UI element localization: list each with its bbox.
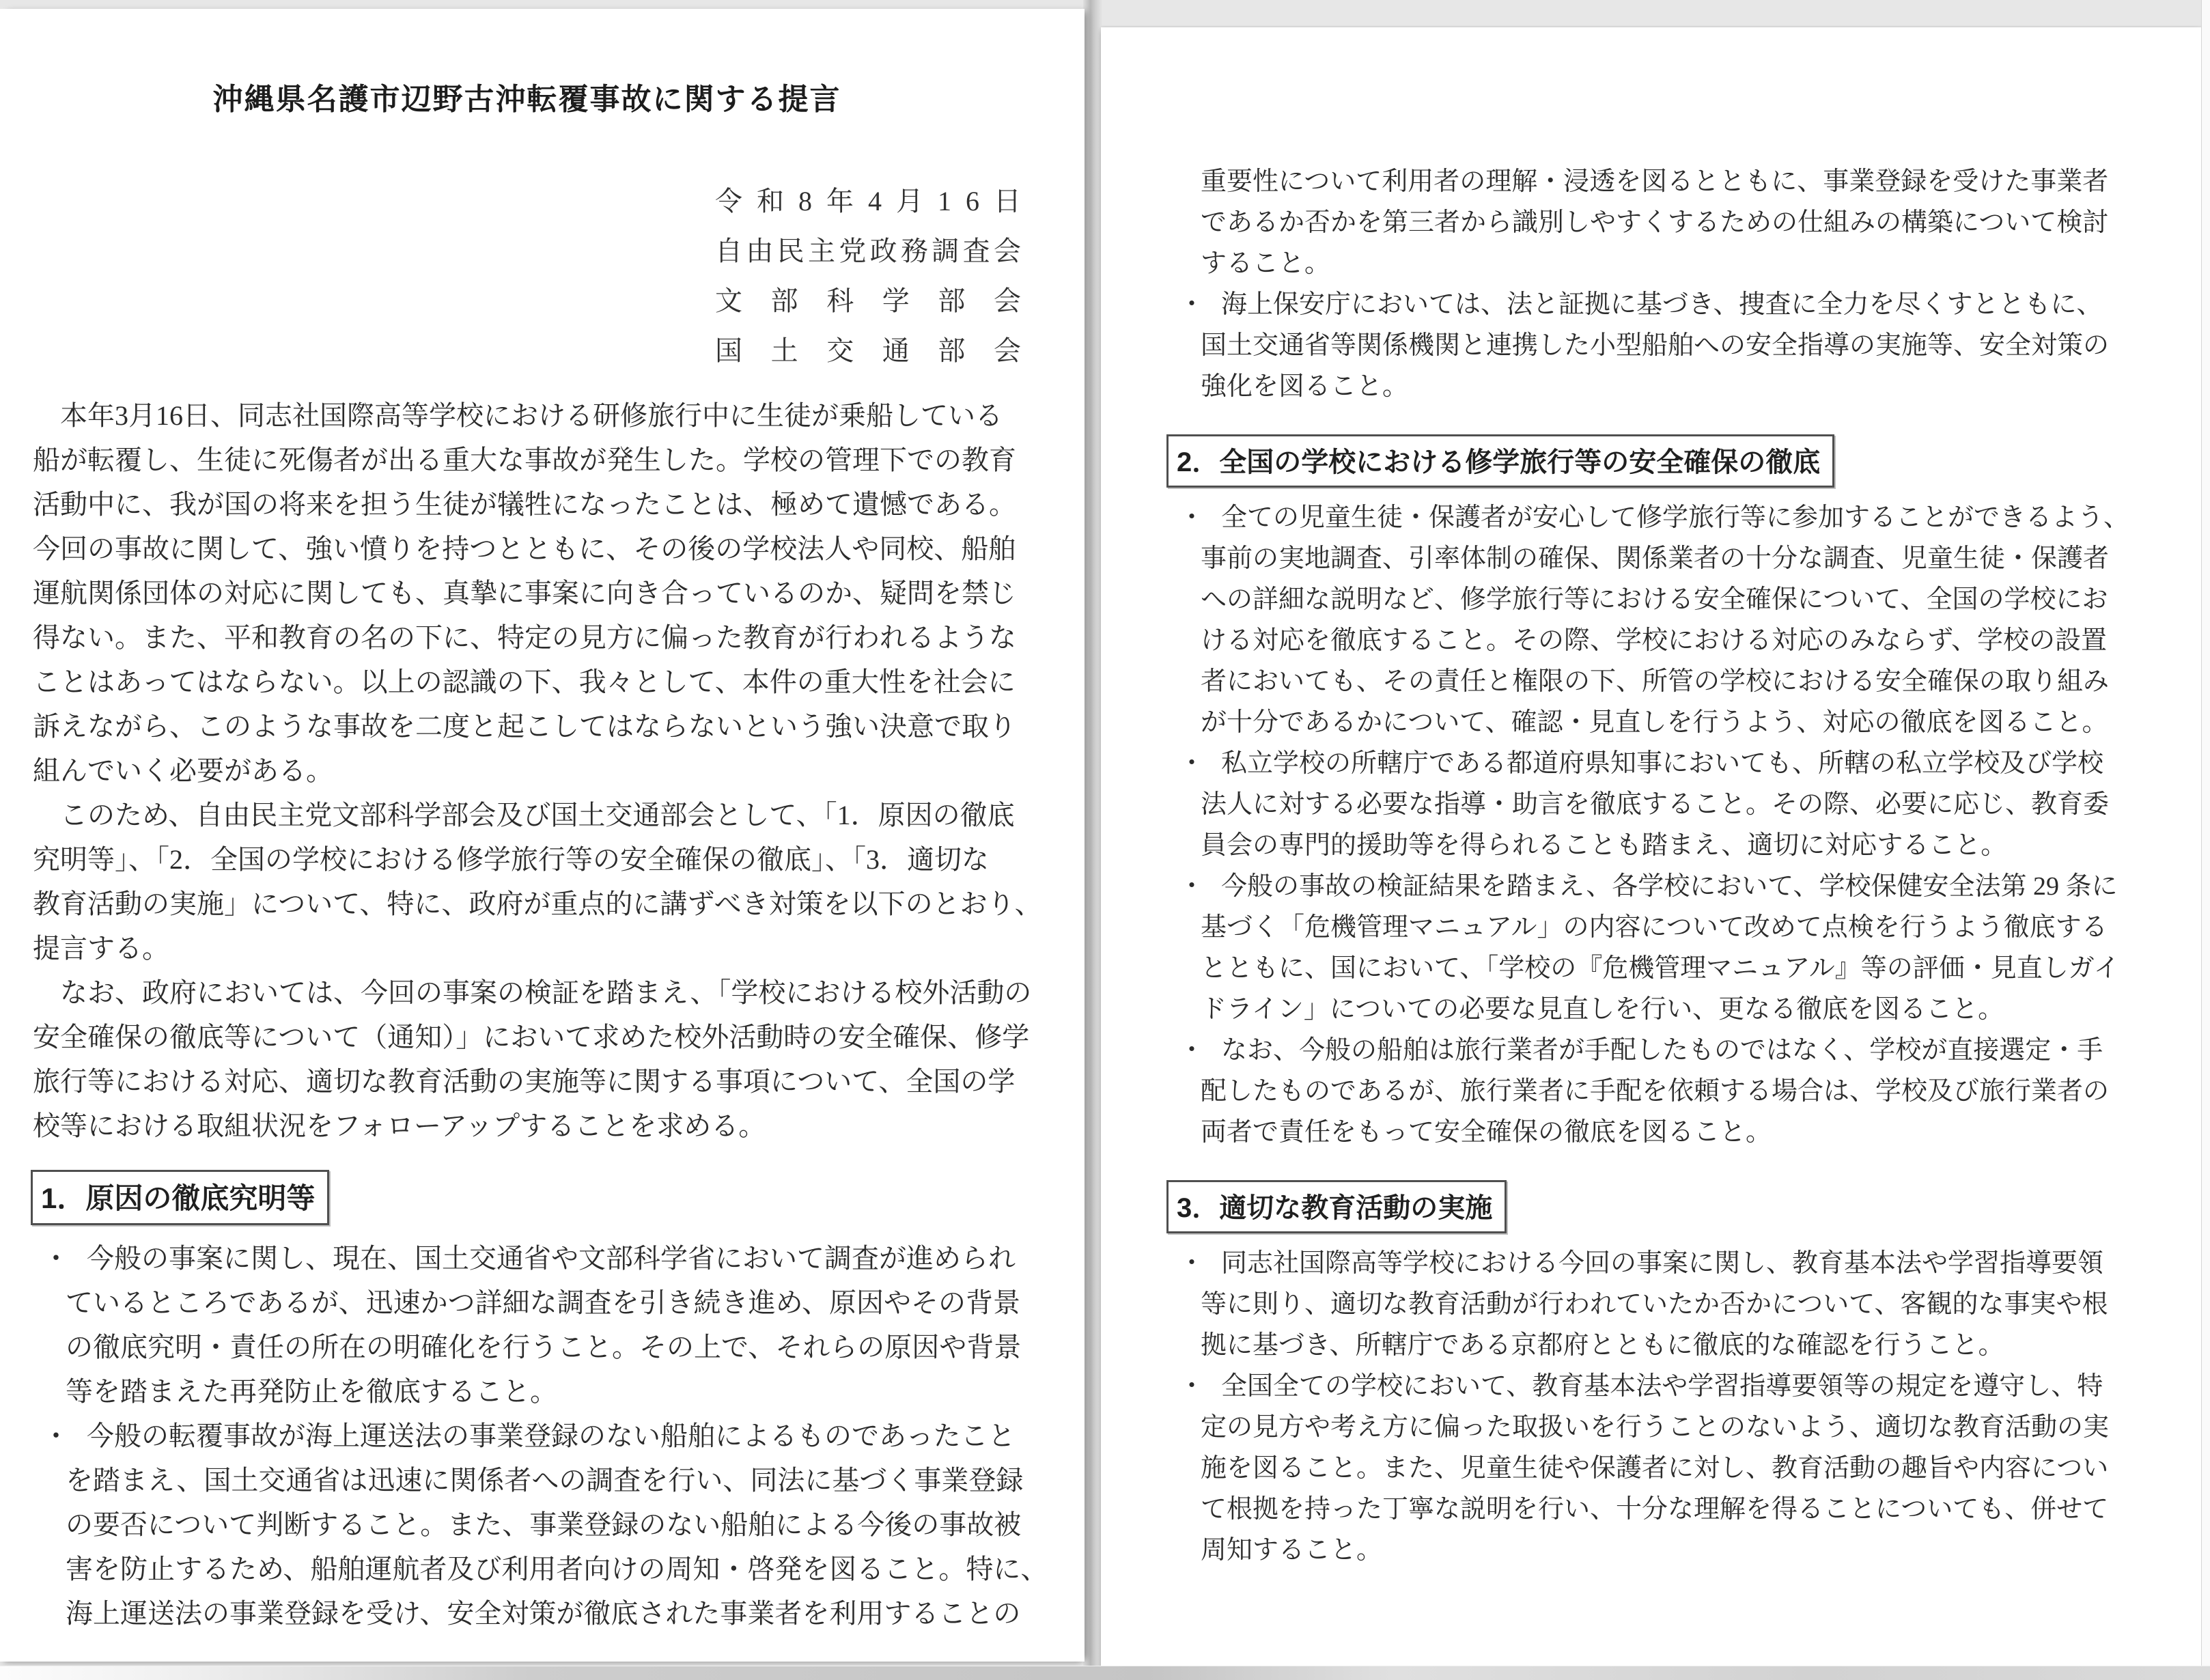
text-line: が十分であるかについて、確認・見直しを行うよう、対応の徹底を図ること。: [1201, 708, 2108, 737]
signature-char: 政: [869, 236, 897, 266]
bullet-dot-icon: ・: [1179, 290, 1205, 319]
text-line: て根拠を持った丁寧な説明を行い、十分な理解を得ることについても、併せて: [1201, 1495, 2109, 1524]
section-heading-box: [1166, 434, 1834, 488]
text-line: への詳細な説明など、修学旅行等における安全確保について、全国の学校にお: [1201, 585, 2108, 614]
signature-char: 土: [770, 335, 798, 366]
text-line: 等に則り、適切な教育活動が行われていたか否かについて、客観的な事実や根: [1201, 1290, 2108, 1319]
text-line: とともに、国において、「学校の『危機管理マニュアル』等の評価・見直しガイ: [1201, 954, 2120, 983]
bullet-dot-icon: ・: [1179, 1372, 1205, 1401]
bullet-dot-icon: ・: [1179, 503, 1205, 532]
text-line: 今回の事故に関して、強い憤りを持つとともに、その後の学校法人や同校、船舶: [33, 533, 1016, 564]
signature-char: 日: [994, 186, 1021, 216]
signature-char: 部: [938, 335, 966, 366]
text-line: 基づく「危機管理マニュアル」の内容について改めて点検を行うよう徹底する: [1201, 913, 2108, 942]
bullet-item: [1166, 743, 2117, 866]
text-line: 員会の専門的援助等を得られることも踏まえ、適切に対応すること。: [1201, 831, 2007, 860]
text-line: 重要性について利用者の理解・浸透を図るとともに、事業登録を受けた事業者: [1201, 167, 2109, 196]
text-line: 海上保安庁においては、法と証拠に基づき、捜査に全力を尽くすとともに、: [1221, 290, 2103, 319]
signature-char: 通: [882, 335, 910, 366]
text-line: 本年3月16日、同志社国際高等学校における研修旅行中に生徒が乗船している: [33, 400, 1003, 431]
signature-char: 和: [757, 186, 784, 216]
text-line: 安全確保の徹底等について（通知）」において求めた校外活動時の安全確保、修学: [33, 1022, 1030, 1052]
document-title: 沖縄県名護市辺野古沖転覆事故に関する提言: [212, 83, 841, 116]
signature-char: 科: [826, 285, 854, 316]
text-line: であるか否かを第三者から識別しやすくするための仕組みの構築について検討: [1201, 208, 2109, 237]
text-line: 今般の事案に関し、現在、国土交通省や文部科学省において調査が進められ: [87, 1243, 1016, 1274]
text-line: ける対応を徹底すること。その際、学校における対応のみならず、学校の設置: [1201, 626, 2107, 655]
signature-char: 部: [938, 285, 966, 316]
text-line: 定の見方や考え方に偏った取扱いを行うことのないよう、適切な教育活動の実: [1201, 1413, 2110, 1442]
signature-char: 部: [770, 285, 798, 316]
text-line: 強化を図ること。: [1201, 372, 1409, 401]
text-line: 私立学校の所轄庁である都道府県知事においても、所轄の私立学校及び学校: [1221, 749, 2104, 778]
page-1: [0, 9, 1085, 1662]
signature-char: 8: [798, 186, 812, 216]
page-2-content: [1101, 27, 2202, 1571]
section-heading-text: 1．原因の徹底究明等: [41, 1182, 316, 1214]
paragraph: [33, 970, 1032, 1148]
text-line: 全国全ての学校において、教育基本法や学習指導要領等の規定を遵守し、特: [1221, 1372, 2103, 1401]
signature-char: 党: [839, 236, 867, 266]
bullet-dot-icon: ・: [42, 1243, 70, 1274]
text-line: ドライン」についての必要な見直しを行い、更なる徹底を図ること。: [1201, 995, 2004, 1024]
text-line: ているところであるが、迅速かつ詳細な調査を引き続き進め、原因やその背景: [66, 1287, 1020, 1318]
signature-char: 由: [746, 236, 774, 266]
section-heading-text: 2．全国の学校における修学旅行等の安全確保の徹底: [1177, 447, 1821, 477]
page-1-body: [33, 393, 1048, 1636]
section-heading-text: 3．適切な教育活動の実施: [1177, 1193, 1493, 1223]
signature-char: 会: [993, 335, 1021, 366]
bottom-edge: [0, 1666, 2210, 1680]
text-line: すること。: [1201, 249, 1331, 278]
text-line: 今般の転覆事故が海上運送法の事業登録のない船舶によるものであったこと: [87, 1420, 1016, 1451]
text-line: 周知すること。: [1201, 1536, 1383, 1565]
text-line: 得ない。また、平和教育の名の下に、特定の見方に偏った教育が行われるような: [33, 622, 1016, 653]
text-line: 究明等」、「2．全国の学校における修学旅行等の安全確保の徹底」、「3．適切な: [33, 844, 989, 875]
bullet-item: [33, 1414, 1048, 1636]
text-line: 組んでいく必要がある。: [33, 755, 333, 786]
text-line: 事前の実地調査、引率体制の確保、関係業者の十分な調査、児童生徒・保護者: [1201, 544, 2110, 573]
signature-char: 交: [826, 335, 854, 366]
text-line: 校等における取組状況をフォローアップすることを求める。: [33, 1110, 766, 1141]
signature-char: 4: [868, 186, 882, 216]
paragraph: [33, 793, 1042, 970]
signature-char: 年: [826, 186, 854, 216]
bullet-dot-icon: ・: [42, 1420, 70, 1451]
bullet-item: [1166, 1030, 2117, 1153]
text-line: 害を防止するため、船舶運航者及び利用者向けの周知・啓発を図ること。特に、: [66, 1554, 1048, 1584]
section-heading-box: [31, 1170, 329, 1225]
text-line: 訴えながら、このような事故を二度と起こしてはならないという強い決意で取り: [33, 711, 1016, 742]
right-edge: [2201, 0, 2210, 1680]
text-line: このため、自由民主党文部科学部会及び国土交通部会として、「1．原因の徹底: [33, 800, 1015, 830]
text-line: ことはあってはならない。以上の認識の下、我々として、本件の重大性を社会に: [33, 667, 1016, 697]
signature-char: 会: [993, 285, 1021, 316]
bullet-item: [1166, 1366, 2117, 1571]
paragraph: [33, 393, 1021, 793]
bullet-dot-icon: ・: [1179, 1036, 1205, 1065]
text-line: 海上運送法の事業登録を受け、安全対策が徹底された事業者を利用することの: [66, 1598, 1021, 1629]
signature-line: [715, 276, 1021, 326]
text-line: なお、今般の船舶は旅行業者が手配したものではなく、学校が直接選定・手: [1221, 1036, 2103, 1065]
bullet-item: [1166, 1243, 2117, 1366]
bullet-dot-icon: ・: [1179, 749, 1205, 778]
page-gap-shadow: [1083, 0, 1102, 1680]
text-line: 船が転覆し、生徒に死傷者が出る重大な事故が発生した。学校の管理下での教育: [33, 445, 1016, 475]
text-line: 同志社国際高等学校における今回の事案に関し、教育基本法や学習指導要領: [1221, 1249, 2104, 1278]
text-line: 者においても、その責任と権限の下、所管の学校における安全確保の取り組み: [1201, 667, 2110, 696]
bullet-item: [33, 1236, 1021, 1414]
signature-char: 文: [715, 285, 742, 316]
section-heading-box: [1166, 1180, 1507, 1233]
paragraph: [1166, 161, 2117, 284]
text-line: 教育活動の実施」について、特に、政府が重点的に講ずべき対策を以下のとおり、: [33, 888, 1042, 919]
signature-char: 学: [882, 285, 910, 316]
text-line: 施を図ること。また、児童生徒や保護者に対し、教育活動の趣旨や内容につい: [1201, 1454, 2109, 1483]
signature-char: 月: [896, 186, 923, 216]
text-line: 等を踏まえた再発防止を徹底すること。: [66, 1376, 557, 1407]
text-line: の徹底究明・責任の所在の明確化を行うこと。その上で、それらの原因や背景: [66, 1332, 1022, 1362]
signature-char: 調: [932, 236, 960, 266]
bullet-item: [1166, 866, 2120, 1030]
signature-block: [33, 176, 1021, 376]
signature-line: [715, 226, 1021, 276]
signature-char: 務: [900, 236, 928, 266]
page-2-body: [1166, 161, 2130, 1571]
signature-line: [715, 176, 1021, 226]
signature-char: 査: [962, 236, 990, 266]
text-line: 国土交通省等関係機関と連携した小型船舶への安全指導の実施等、安全対策の: [1201, 331, 2110, 360]
signature-char: 自: [715, 236, 742, 266]
signature-char: 国: [715, 335, 742, 366]
text-line: 法人に対する必要な指導・助言を徹底すること。その際、必要に応じ、教育委: [1201, 790, 2110, 819]
signature-line: [715, 326, 1021, 376]
text-line: 配したものであるが、旅行業者に手配を依頼する場合は、学校及び旅行業者の: [1201, 1077, 2110, 1106]
signature-char: 令: [715, 186, 742, 216]
text-line: を踏まえ、国土交通省は迅速に関係者への調査を行い、同法に基づく事業登録: [66, 1465, 1024, 1496]
text-line: 旅行等における対応、適切な教育活動の実施等に関する事項について、全国の学: [33, 1066, 1016, 1097]
text-line: 今般の事故の検証結果を踏まえ、各学校において、学校保健安全法第 29 条に: [1221, 872, 2118, 901]
bullet-dot-icon: ・: [1179, 1249, 1205, 1278]
signature-char: 1: [938, 186, 951, 216]
text-line: の要否について判断すること。また、事業登録のない船舶による今後の事故被: [66, 1509, 1022, 1540]
page-1-content: [0, 74, 1085, 1636]
text-line: 両者で責任をもって安全確保の徹底を図ること。: [1201, 1118, 1772, 1147]
text-line: 活動中に、我が国の将来を担う生徒が犠牲になったことは、極めて遺憾である。: [33, 489, 1016, 520]
text-line: 提言する。: [33, 933, 169, 964]
text-line: なお、政府においては、今回の事案の検証を踏まえ、「学校における校外活動の: [33, 977, 1032, 1008]
bullet-item: [1166, 497, 2130, 743]
text-line: 運航関係団体の対応に関しても、真摯に事案に向き合っているのか、疑問を禁じ: [33, 578, 1016, 608]
signature-char: 主: [807, 236, 835, 266]
signature-char: 6: [966, 186, 979, 216]
text-line: 全ての児童生徒・保護者が安心して修学旅行等に参加することができるよう、: [1221, 503, 2130, 532]
page-2: [1101, 27, 2202, 1672]
bullet-item: [1166, 284, 2117, 407]
text-line: 拠に基づき、所轄庁である京都府とともに徹底的な確認を行うこと。: [1201, 1331, 2004, 1360]
signature-char: 会: [993, 236, 1021, 266]
signature-char: 民: [777, 236, 805, 266]
bullet-dot-icon: ・: [1179, 872, 1205, 901]
